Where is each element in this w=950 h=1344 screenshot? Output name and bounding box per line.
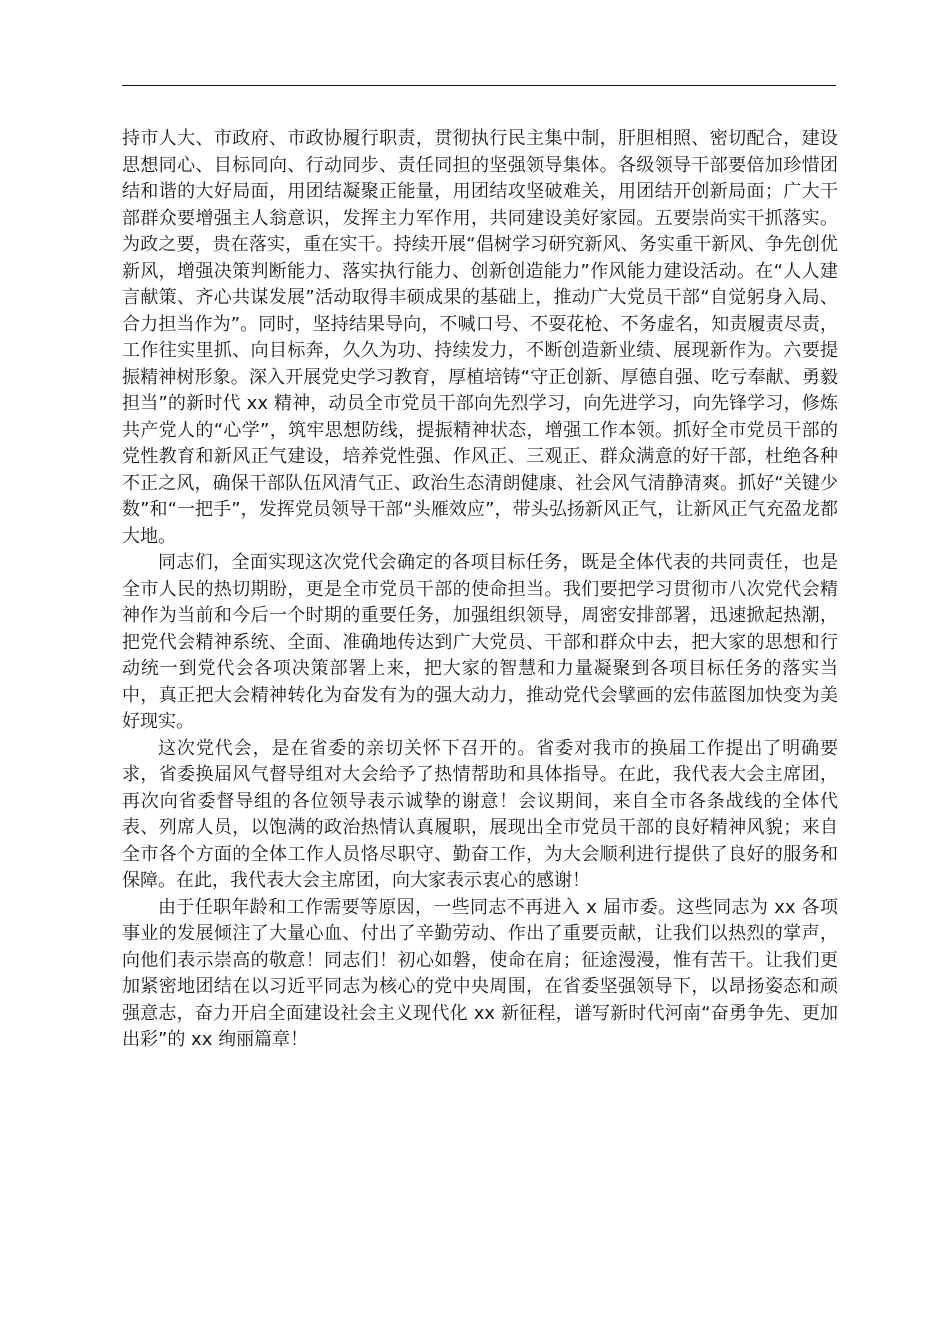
header-rule [122, 85, 836, 86]
paragraph-1: 持市人大、市政府、市政协履行职责，贯彻执行民主集中制，肝胆相照、密切配合，建设思想同心、目标同向、行动同步、责任同担的坚强领导集体。各级领导干部要倍加珍惜团结和谐的大好局面，用团结凝聚正能量，用团结攻坚破难关，用团结开创新局面；广大干部群众要增强主人翁意识，发挥主力军作用，共同建设美好家园。五要崇尚实干抓落实。为政之要，贵在落实，重在实干。持续开展“倡树学习研究新风、务实重干新风、争先创优新风，增强决策判断能力、落实执行能力、创新创造能力”作风能力建设活动。在“人人建言献策、齐心共谋发展”活动取得丰硕成果的基础上，推动广大党员干部“自觉躬身入局、合力担当作为”。同时，坚持结果导向，不喊口号、不耍花枪、不务虚名，知责履责尽责，工作往实里抓、向目标奔，久久为功、持续发力，不断创造新业绩、展现新作为。六要提振精神树形象。深入开展党史学习教育，厚植培铸“守正创新、厚德自强、吃亏奉献、勇毅担当”的新时代 xx 精神，动员全市党员干部向先烈学习，向先进学习，向先锋学习，修炼共产党人的“心学”，筑牢思想防线，提振精神状态，增强工作本领。抓好全市党员干部的党性教育和新风正气建设，培养党性强、作风正、三观正、群众满意的好干部，杜绝各种不正之风，确保干部队伍风清气正、政治生态清朗健康、社会风气清静清爽。抓好“关键少数”和“一把手”，发挥党员领导干部“头雁效应”，带头弘扬新风正气，让新风正气充盈龙都大地。 [122, 128, 838, 547]
document-body [122, 126, 838, 1054]
paragraph-2: 同志们，全面实现这次党代会确定的各项目标任务，既是全体代表的共同责任，也是全市人民的热切期盼，更是全市党员干部的使命担当。我们要把学习贯彻市八次党代会精神作为当前和今后一个时期的重要任务，加强组织领导，周密安排部署，迅速掀起热潮，把党代会精神系统、全面、准确地传达到广大党员、干部和群众中去，把大家的思想和行动统一到党代会各项决策部署上来，把大家的智慧和力量凝聚到各项目标任务的落实当中，真正把大会精神转化为奋发有为的强大动力，推动党代会擘画的宏伟蓝图加快变为美好现实。 [122, 552, 838, 732]
paragraph-3: 这次党代会，是在省委的亲切关怀下召开的。省委对我市的换届工作提出了明确要求，省委换届风气督导组对大会给予了热情帮助和具体指导。在此，我代表大会主席团，再次向省委督导组的各位领导表示诚挚的谢意！会议期间，来自全市各条战线的全体代表、列席人员，以饱满的政治热情认真履职，展现出全市党员干部的良好精神风貌；来自全市各个方面的全体工作人员恪尽职守、勤奋工作，为大会顺利进行提供了良好的服务和保障。在此，我代表大会主席团，向大家表示衷心的感谢！ [122, 737, 838, 891]
paragraph-4: 由于任职年龄和工作需要等原因，一些同志不再进入 x 届市委。这些同志为 xx 各项事业的发展倾注了大量心血、付出了辛勤劳动、作出了重要贡献，让我们以热烈的掌声，向他们表示崇高的敬意！同志们！初心如磐，使命在肩；征途漫漫，惟有苦干。让我们更加紧密地团结在以习近平同志为核心的党中央周围，在省委坚强领导下，以昂扬姿态和顽强意志，奋力开启全面建设社会主义现代化 xx 新征程，谱写新时代河南“奋勇争先、更加出彩”的 xx 绚丽篇章！ [122, 896, 838, 1050]
